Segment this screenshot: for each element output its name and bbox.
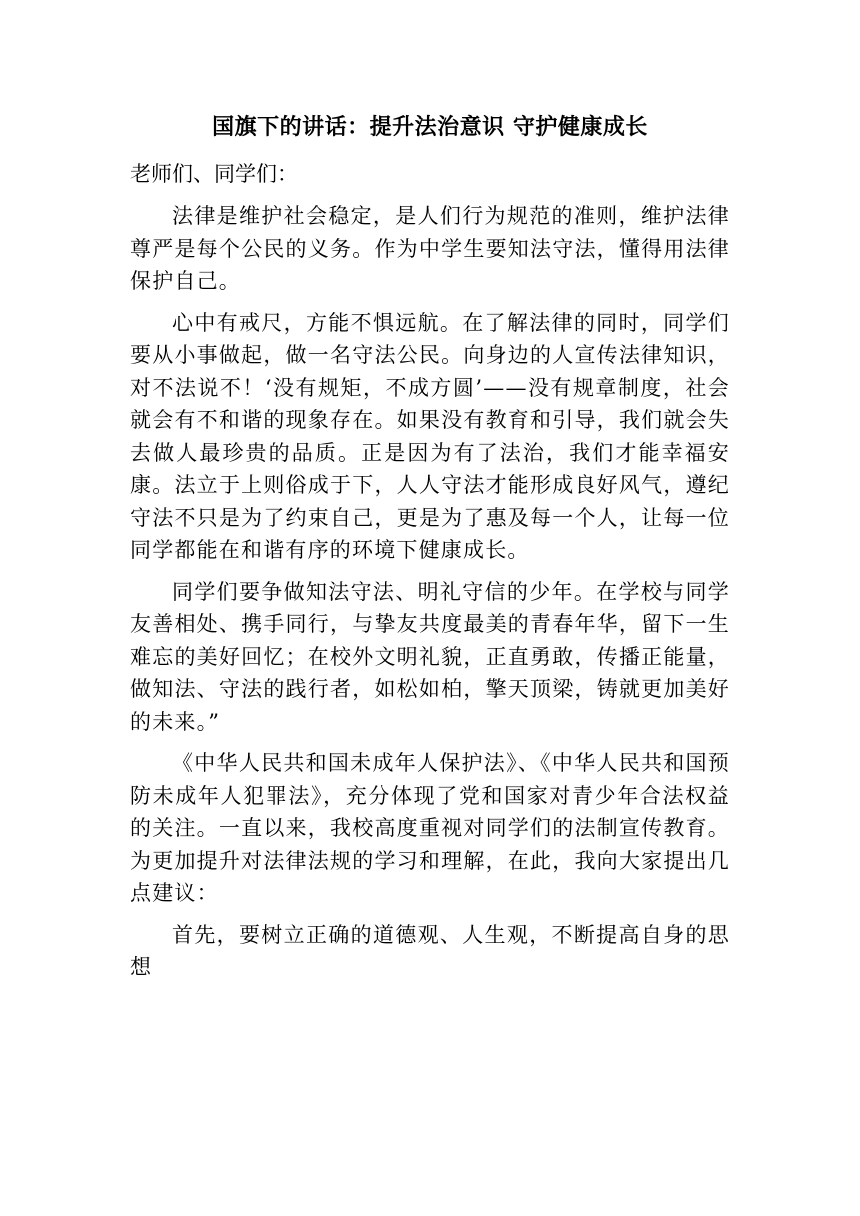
salutation: 老师们、同学们： xyxy=(130,162,298,186)
paragraph-1: 法律是维护社会稳定，是人们行为规范的准则，维护法律尊严是每个公民的义务。作为中学生要知法守法，懂得用法律保护自己。 xyxy=(130,204,730,293)
document-title: 国旗下的讲话：提升法治意识 守护健康成长 xyxy=(212,115,648,140)
paragraph-4: 《中华人民共和国未成年人保护法》、《中华人民共和国预防未成年人犯罪法》，充分体现了党和国家对青少年合法权益的关注。一直以来，我校高度重视对同学们的法制宣传教育。为更加提升对法律法规的学习和理解，在此，我向大家提出几点建议： xyxy=(130,751,730,905)
paragraph-2: 心中有戒尺，方能不惧远航。在了解法律的同时，同学们要从小事做起，做一名守法公民。向身边的人宣传法律知识，对不法说不！‘没有规矩，不成方圆’——没有规章制度，社会就会有不和谐的现象存在。如果没有教育和引导，我们就会失去做人最珍贵的品质。正是因为有了法治，我们才能幸福安康。法立于上则俗成于下，人人守法才能形成良好风气，遵纪守法不只是为了约束自己，更是为了惠及每一个人，让每一位同学都能在和谐有序的环境下健康成长。 xyxy=(130,310,730,562)
paragraph-5: 首先，要树立正确的道德观、人生观，不断提高自身的思想 xyxy=(130,922,730,979)
document-body xyxy=(130,200,730,993)
paragraph-3: 同学们要争做知法守法、明礼守信的少年。在学校与同学友善相处、携手同行，与挚友共度最美的青春年华，留下一生难忘的美好回忆；在校外文明礼貌，正直勇敢，传播正能量，做知法、守法的践行者，如松如柏，擎天顶梁，铸就更加美好的未来。” xyxy=(130,579,730,734)
